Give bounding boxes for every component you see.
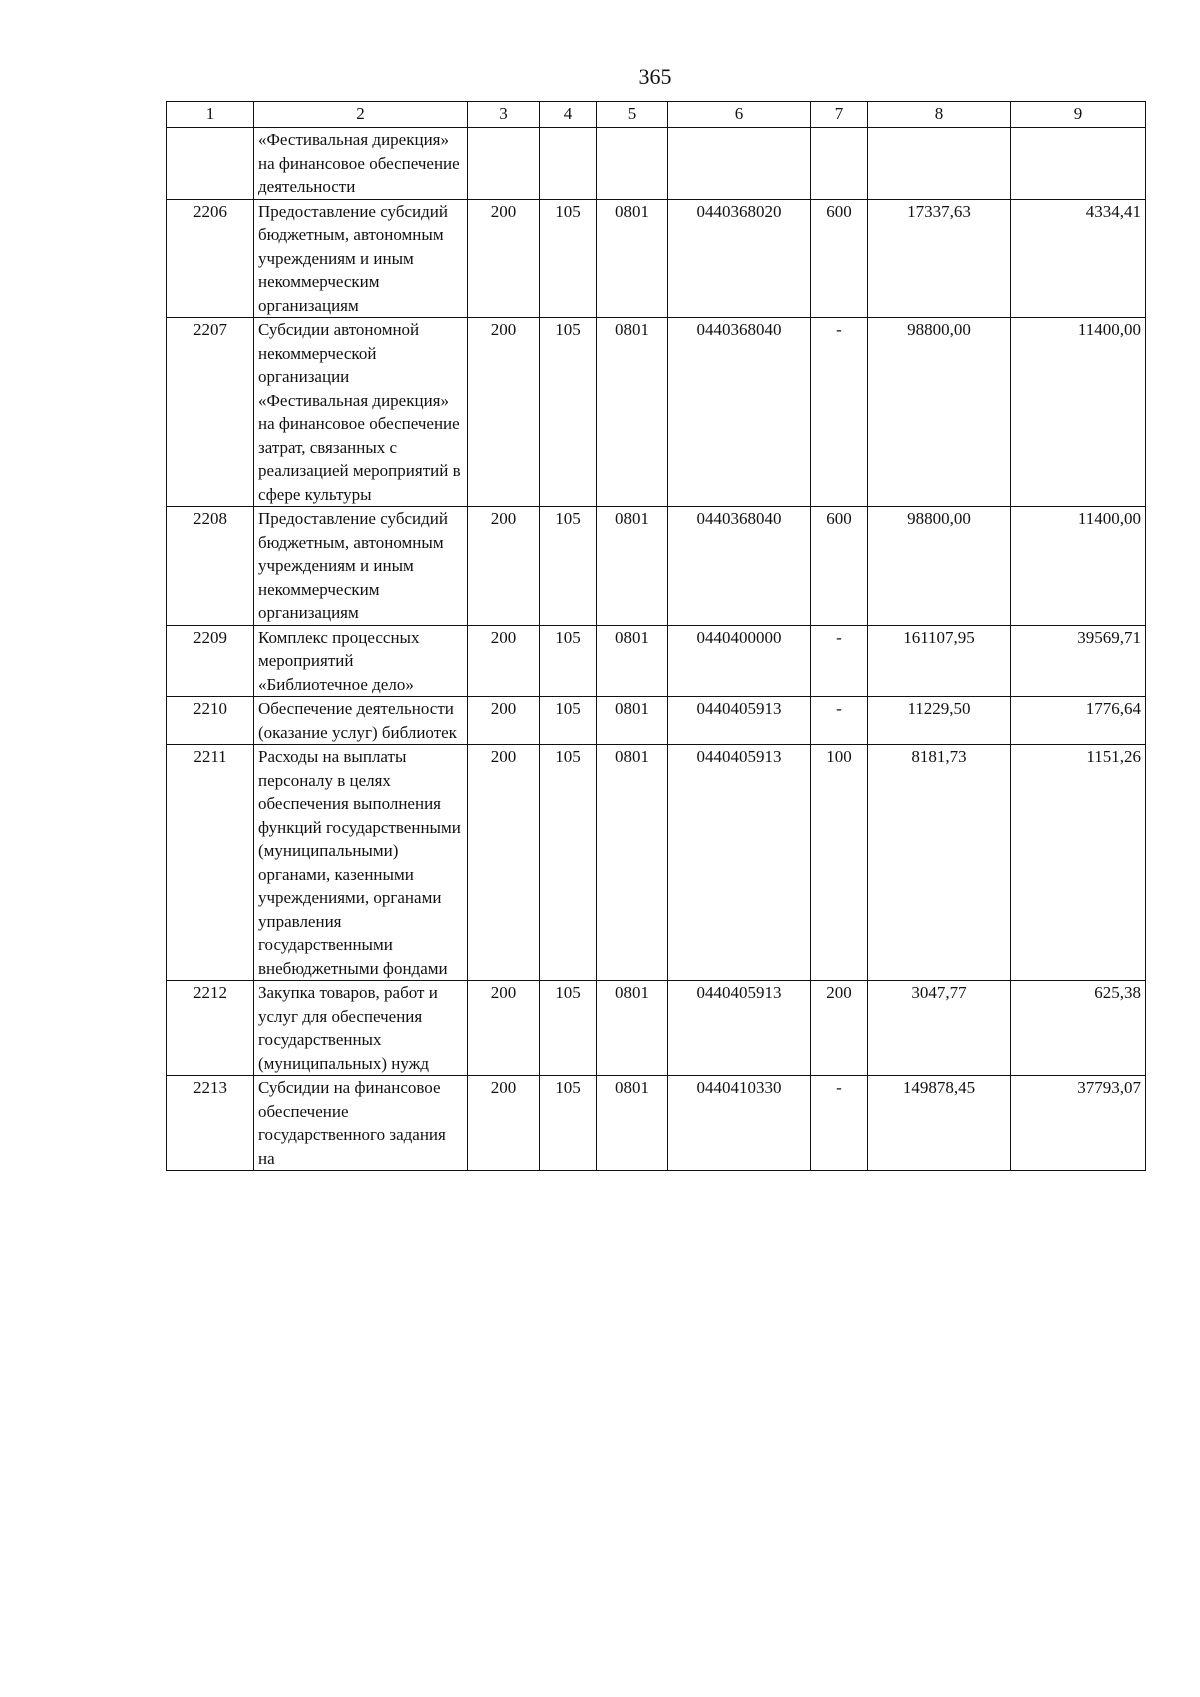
row-number: 2211 [167, 745, 254, 981]
table-row [167, 1076, 1146, 1171]
item-description: Субсидии автономной некоммерческой организации «Фестивальная дирекция» на финансовое обеспечение затрат, связанных с реализацией мероприятий в сфере культуры [254, 318, 468, 507]
row-number: 2208 [167, 507, 254, 626]
code-col-5: 0801 [597, 1076, 668, 1171]
item-description: Субсидии на финансовое обеспечение государственного задания на [254, 1076, 468, 1171]
code-col-7: 600 [811, 199, 868, 318]
row-number: 2212 [167, 981, 254, 1076]
amount-col-8: 98800,00 [868, 507, 1011, 626]
code-col-7: - [811, 1076, 868, 1171]
column-header: 3 [468, 102, 540, 128]
code-col-6: 0440405913 [668, 981, 811, 1076]
code-col-5: 0801 [597, 981, 668, 1076]
column-header: 5 [597, 102, 668, 128]
amount-col-9: 1151,26 [1011, 745, 1146, 981]
code-col-5: 0801 [597, 697, 668, 745]
code-col-5: 0801 [597, 745, 668, 981]
row-number: 2206 [167, 199, 254, 318]
row-number: 2207 [167, 318, 254, 507]
column-header: 1 [167, 102, 254, 128]
code-col-6: 0440368040 [668, 507, 811, 626]
amount-col-8: 8181,73 [868, 745, 1011, 981]
column-header: 6 [668, 102, 811, 128]
amount-col-9: 11400,00 [1011, 318, 1146, 507]
code-col-3: 200 [468, 697, 540, 745]
amount-col-8: 98800,00 [868, 318, 1011, 507]
item-description: Расходы на выплаты персоналу в целях обеспечения выполнения функций государственными (муниципальными) органами, казенными учреждениями, органами управления государственными внебюджетными фондами [254, 745, 468, 981]
header-row [167, 102, 1146, 128]
item-description: Комплекс процессных мероприятий «Библиотечное дело» [254, 625, 468, 697]
row-number [167, 128, 254, 200]
item-description: Предоставление субсидий бюджетным, автономным учреждениям и иным некоммерческим организациям [254, 199, 468, 318]
table-row [167, 507, 1146, 626]
row-number: 2213 [167, 1076, 254, 1171]
amount-col-8 [868, 128, 1011, 200]
code-col-7: 600 [811, 507, 868, 626]
code-col-3: 200 [468, 507, 540, 626]
amount-col-8: 149878,45 [868, 1076, 1011, 1171]
amount-col-9: 4334,41 [1011, 199, 1146, 318]
column-header: 7 [811, 102, 868, 128]
code-col-3: 200 [468, 199, 540, 318]
code-col-5: 0801 [597, 625, 668, 697]
amount-col-9: 37793,07 [1011, 1076, 1146, 1171]
page-number: 365 [638, 64, 672, 89]
code-col-3 [468, 128, 540, 200]
row-number: 2209 [167, 625, 254, 697]
amount-col-9: 625,38 [1011, 981, 1146, 1076]
code-col-5: 0801 [597, 199, 668, 318]
table-row [167, 981, 1146, 1076]
code-col-4: 105 [540, 697, 597, 745]
code-col-3: 200 [468, 1076, 540, 1171]
table-row [167, 199, 1146, 318]
code-col-5: 0801 [597, 318, 668, 507]
item-description: Предоставление субсидий бюджетным, автономным учреждениям и иным некоммерческим организациям [254, 507, 468, 626]
amount-col-9: 39569,71 [1011, 625, 1146, 697]
code-col-6: 0440400000 [668, 625, 811, 697]
code-col-5: 0801 [597, 507, 668, 626]
code-col-3: 200 [468, 625, 540, 697]
table-row [167, 128, 1146, 200]
table-row [167, 745, 1146, 981]
code-col-7: - [811, 697, 868, 745]
budget-table [166, 101, 1146, 1171]
code-col-4: 105 [540, 625, 597, 697]
amount-col-8: 161107,95 [868, 625, 1011, 697]
column-header: 8 [868, 102, 1011, 128]
code-col-6: 0440405913 [668, 697, 811, 745]
amount-col-8: 3047,77 [868, 981, 1011, 1076]
code-col-6: 0440368040 [668, 318, 811, 507]
amount-col-8: 11229,50 [868, 697, 1011, 745]
code-col-3: 200 [468, 745, 540, 981]
item-description: Обеспечение деятельности (оказание услуг) библиотек [254, 697, 468, 745]
code-col-6 [668, 128, 811, 200]
amount-col-8: 17337,63 [868, 199, 1011, 318]
code-col-7 [811, 128, 868, 200]
code-col-4: 105 [540, 507, 597, 626]
column-header: 9 [1011, 102, 1146, 128]
item-description: Закупка товаров, работ и услуг для обеспечения государственных (муниципальных) нужд [254, 981, 468, 1076]
code-col-6: 0440405913 [668, 745, 811, 981]
code-col-7: 100 [811, 745, 868, 981]
table-row [167, 625, 1146, 697]
column-header: 2 [254, 102, 468, 128]
column-header: 4 [540, 102, 597, 128]
code-col-7: - [811, 625, 868, 697]
item-description: «Фестивальная дирекция» на финансовое обеспечение деятельности [254, 128, 468, 200]
row-number: 2210 [167, 697, 254, 745]
code-col-7: - [811, 318, 868, 507]
code-col-4 [540, 128, 597, 200]
code-col-4: 105 [540, 1076, 597, 1171]
code-col-5 [597, 128, 668, 200]
table-row [167, 318, 1146, 507]
code-col-6: 0440368020 [668, 199, 811, 318]
amount-col-9 [1011, 128, 1146, 200]
code-col-6: 0440410330 [668, 1076, 811, 1171]
code-col-4: 105 [540, 981, 597, 1076]
amount-col-9: 1776,64 [1011, 697, 1146, 745]
code-col-4: 105 [540, 318, 597, 507]
amount-col-9: 11400,00 [1011, 507, 1146, 626]
table-row [167, 697, 1146, 745]
code-col-4: 105 [540, 199, 597, 318]
code-col-4: 105 [540, 745, 597, 981]
code-col-7: 200 [811, 981, 868, 1076]
code-col-3: 200 [468, 318, 540, 507]
code-col-3: 200 [468, 981, 540, 1076]
